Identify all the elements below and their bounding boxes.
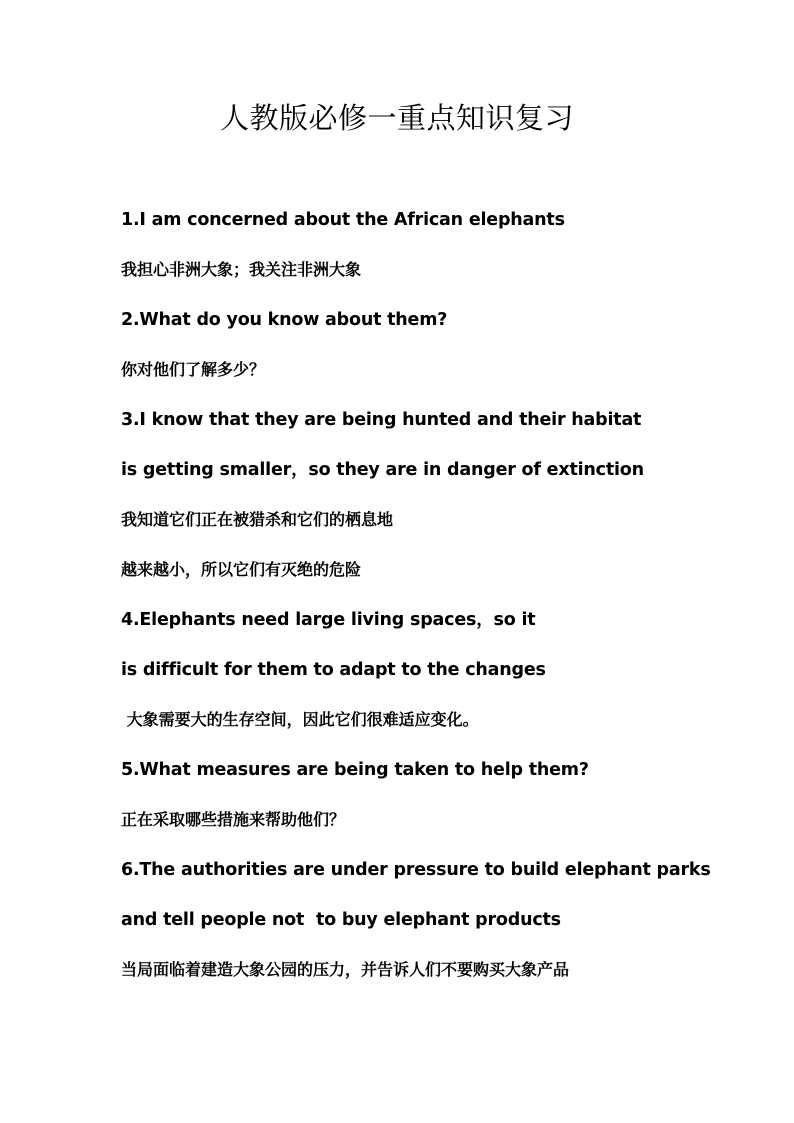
text-line: 当局面临着建造大象公园的压力，并告诉人们不要购买大象产品: [121, 960, 570, 979]
text-line: is getting smaller，so they are in danger of extinction: [121, 460, 644, 480]
text-line: is difficult for them to adapt to the changes: [121, 660, 546, 680]
text-line: 我知道它们正在被猎杀和它们的栖息地: [121, 510, 394, 529]
text-line: 2.What do you know about them?: [121, 310, 448, 330]
text-line: 大象需要大的生存空间，因此它们很难适应变化。: [121, 710, 479, 729]
text-line: 你对他们了解多少？: [121, 360, 266, 379]
text-line: 越来越小，所以它们有灭绝的危险: [121, 560, 362, 579]
text-line: 正在采取哪些措施来帮助他们？: [121, 810, 346, 829]
page-title: 人教版必修一重点知识复习: [219, 101, 574, 135]
text-line: 1.I am concerned about the African elephants: [121, 210, 565, 230]
text-line: 5.What measures are being taken to help them?: [121, 760, 589, 780]
text-line: 3.I know that they are being hunted and their habitat: [121, 410, 642, 430]
text-line: 4.Elephants need large living spaces，so it: [121, 610, 536, 630]
text-line: 我担心非洲大象；我关注非洲大象: [121, 260, 362, 279]
text-line: 6.The authorities are under pressure to build elephant parks: [121, 860, 711, 880]
text-line: and tell people not to buy elephant products: [121, 910, 561, 930]
text-lines: [121, 206, 761, 1006]
